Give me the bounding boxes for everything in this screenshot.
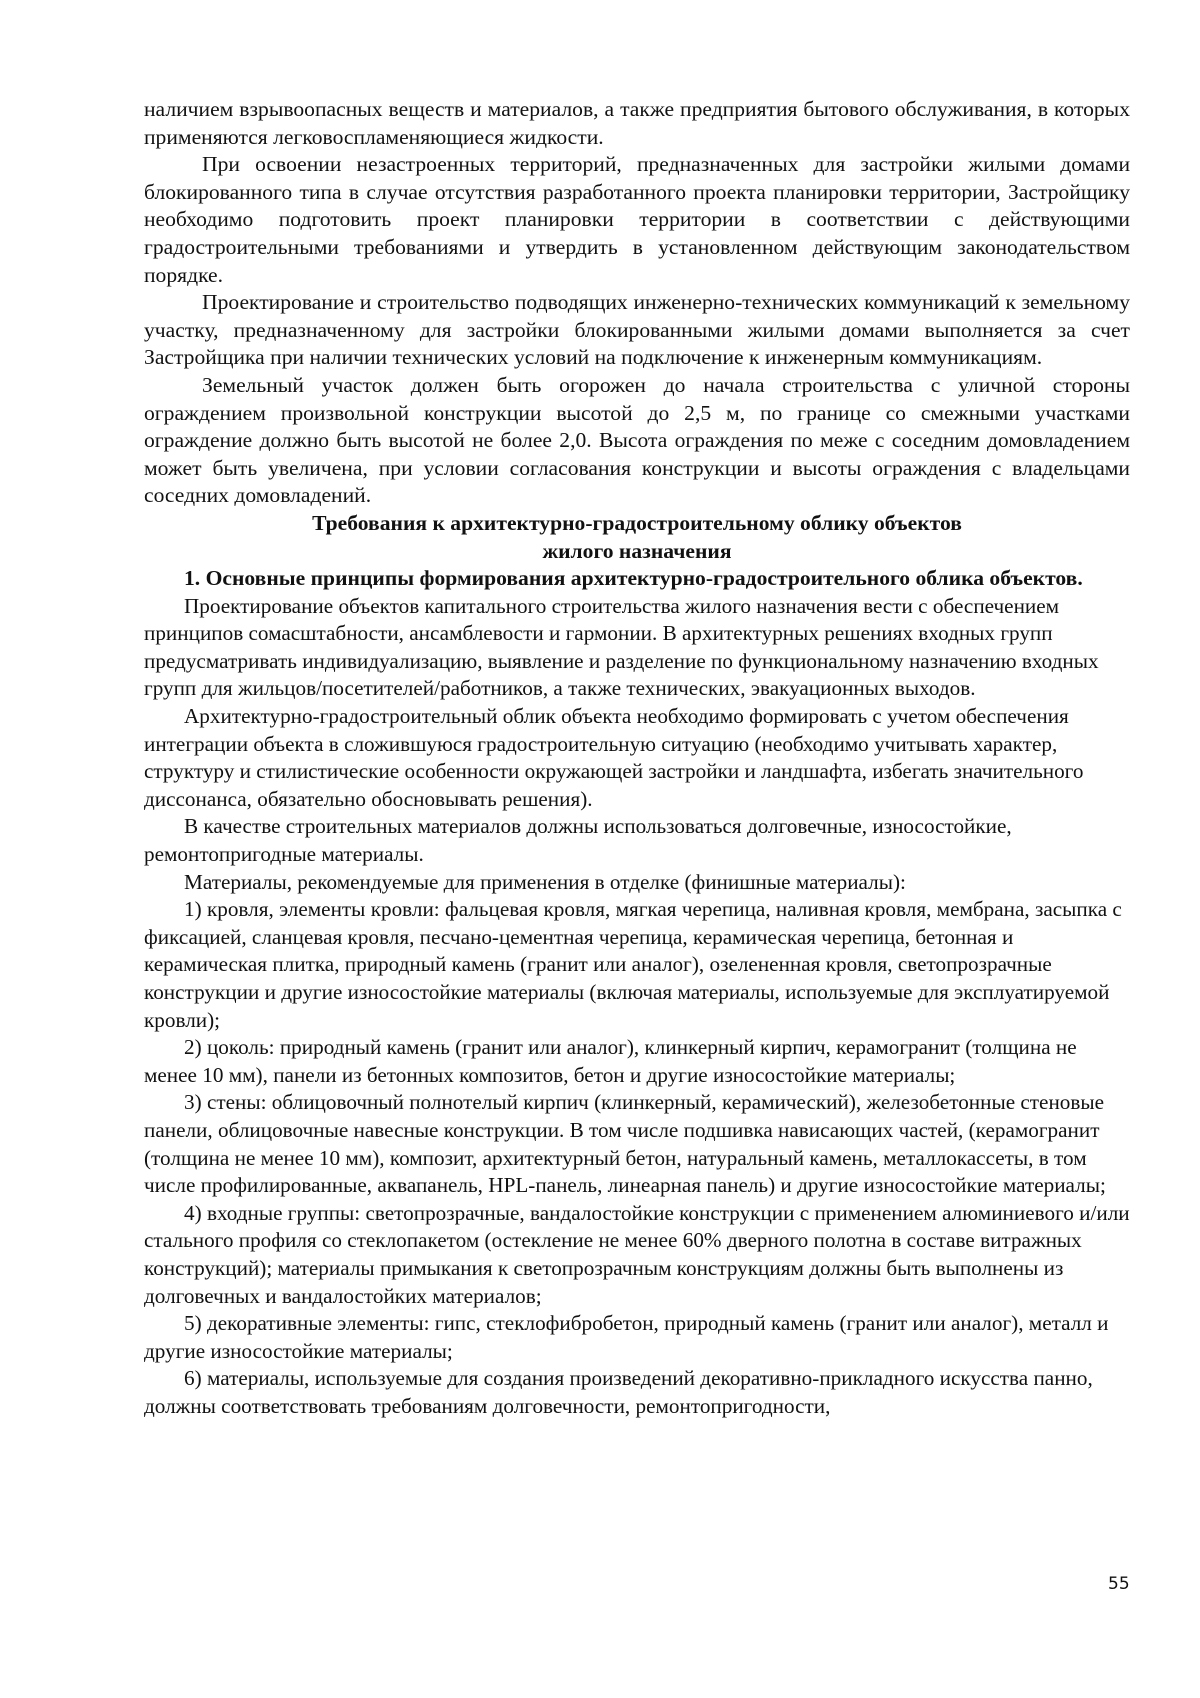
- paragraph-finish-materials: Материалы, рекомендуемые для применения в отделке (финишные материалы):: [184, 869, 906, 894]
- list-item-walls: 3) стены: облицовочный полнотелый кирпич (клинкерный, керамический), железобетонные стеновые панели, облицовочные навесные конструкции. В том числе подшивка нависающих частей, (керамогранит (толщина не менее 10 мм), композит, архитектурный бетон, натуральный камень, металлокассеты, в том числе профилированные, аквапанель, HPL-панель, линеарная панель) и другие износостойкие материалы;: [144, 1090, 1106, 1198]
- document-page: [144, 96, 1130, 1421]
- paragraph-utilities: Проектирование и строительство подводящих инженерно-технических коммуникаций к земельному участку, предназначенному для застройки блокированными жилыми домами выполняется за счет Застройщика при наличии технических условий на подключение к инженерным коммуникациям.: [144, 290, 1130, 370]
- paragraph-continuation: наличием взрывоопасных веществ и материалов, а также предприятия бытового обслуживания, в которых применяются легковоспламеняющиеся жидкости.: [144, 97, 1130, 149]
- paragraph-design-principles: Проектирование объектов капитального строительства жилого назначения вести с обеспечением принципов сомасштабности, ансамблевости и гармонии. В архитектурных решениях входных групп предусматривать индивидуализацию, выявление и разделение по функциональному назначению входных групп для жильцов/посетителей/работников, а также технических, эвакуационных выходов.: [144, 593, 1099, 701]
- paragraph-territory-planning: При освоении незастроенных территорий, предназначенных для застройки жилыми домами блокированного типа в случае отсутствия разработанного проекта планировки территории, Застройщику необходимо подготовить проект планировки территории в соответствии с действующими градостроительными требованиями и утвердить в установленном действующим законодательством порядке.: [144, 152, 1130, 287]
- paragraph-integration: Архитектурно-градостроительный облик объекта необходимо формировать с учетом обеспечения интеграции объекта в сложившуюся градостроительную ситуацию (необходимо учитывать характер, структуру и стилистические особенности окружающей застройки и ландшафта, избегать значительного диссонанса, обязательно обосновывать решения).: [144, 704, 1084, 811]
- list-item-entrances: 4) входные группы: светопрозрачные, вандалостойкие конструкции с применением алюминиевого и/или стального профиля со стеклопакетом (остекление не менее 60% дверного полотна в составе витражных конструкций); материалы примыкания к светопрозрачным конструкциям должны быть выполнены из долговечных и вандалостойких материалов;: [144, 1200, 1130, 1308]
- subheading-principles: 1. Основные принципы формирования архитектурно-градостроительного облика объектов.: [184, 566, 1083, 591]
- paragraph-fencing: Земельный участок должен быть огорожен до начала строительства с уличной стороны ограждением произвольной конструкции высотой до 2,5 м, по границе со смежными участками ограждение должно быть высотой не более 2,0. Высота ограждения по меже с соседним домовладением может быть увеличена, при условии согласования конструкции и высоты ограждения с владельцами соседних домовладений.: [144, 372, 1130, 508]
- list-item-decor: 5) декоративные элементы: гипс, стеклофибробетон, природный камень (гранит или аналог), металл и другие износостойкие материалы;: [144, 1311, 1109, 1363]
- section-body: [144, 593, 1130, 1421]
- section-heading-line2: жилого назначения: [542, 538, 732, 563]
- section-heading: [144, 510, 1130, 565]
- section-heading-line1: Требования к архитектурно-градостроительному облику объектов: [312, 510, 962, 535]
- page-number: 55: [1108, 1574, 1130, 1594]
- list-item-roof: 1) кровля, элементы кровли: фальцевая кровля, мягкая черепица, наливная кровля, мембрана, засыпка с фиксацией, сланцевая кровля, песчано-цементная черепица, керамическая черепица, бетонная и керамическая плитка, природный камень (гранит или аналог), озелененная кровля, светопрозрачные конструкции и другие износостойкие материалы (включая материалы, используемые для эксплуатируемой кровли);: [144, 897, 1122, 1032]
- list-item-panels: 6) материалы, используемые для создания произведений декоративно-прикладного искусства панно, должны соответствовать требованиям долговечности, ремонтопригодности,: [144, 1366, 1093, 1418]
- paragraph-materials: В качестве строительных материалов должны использоваться долговечные, износостойкие, ремонтопригодные материалы.: [144, 814, 1012, 867]
- list-item-plinth: 2) цоколь: природный камень (гранит или аналог), клинкерный кирпич, керамогранит (толщина не менее 10 мм), панели из бетонных композитов, бетон и другие износостойкие материалы;: [144, 1035, 1077, 1087]
